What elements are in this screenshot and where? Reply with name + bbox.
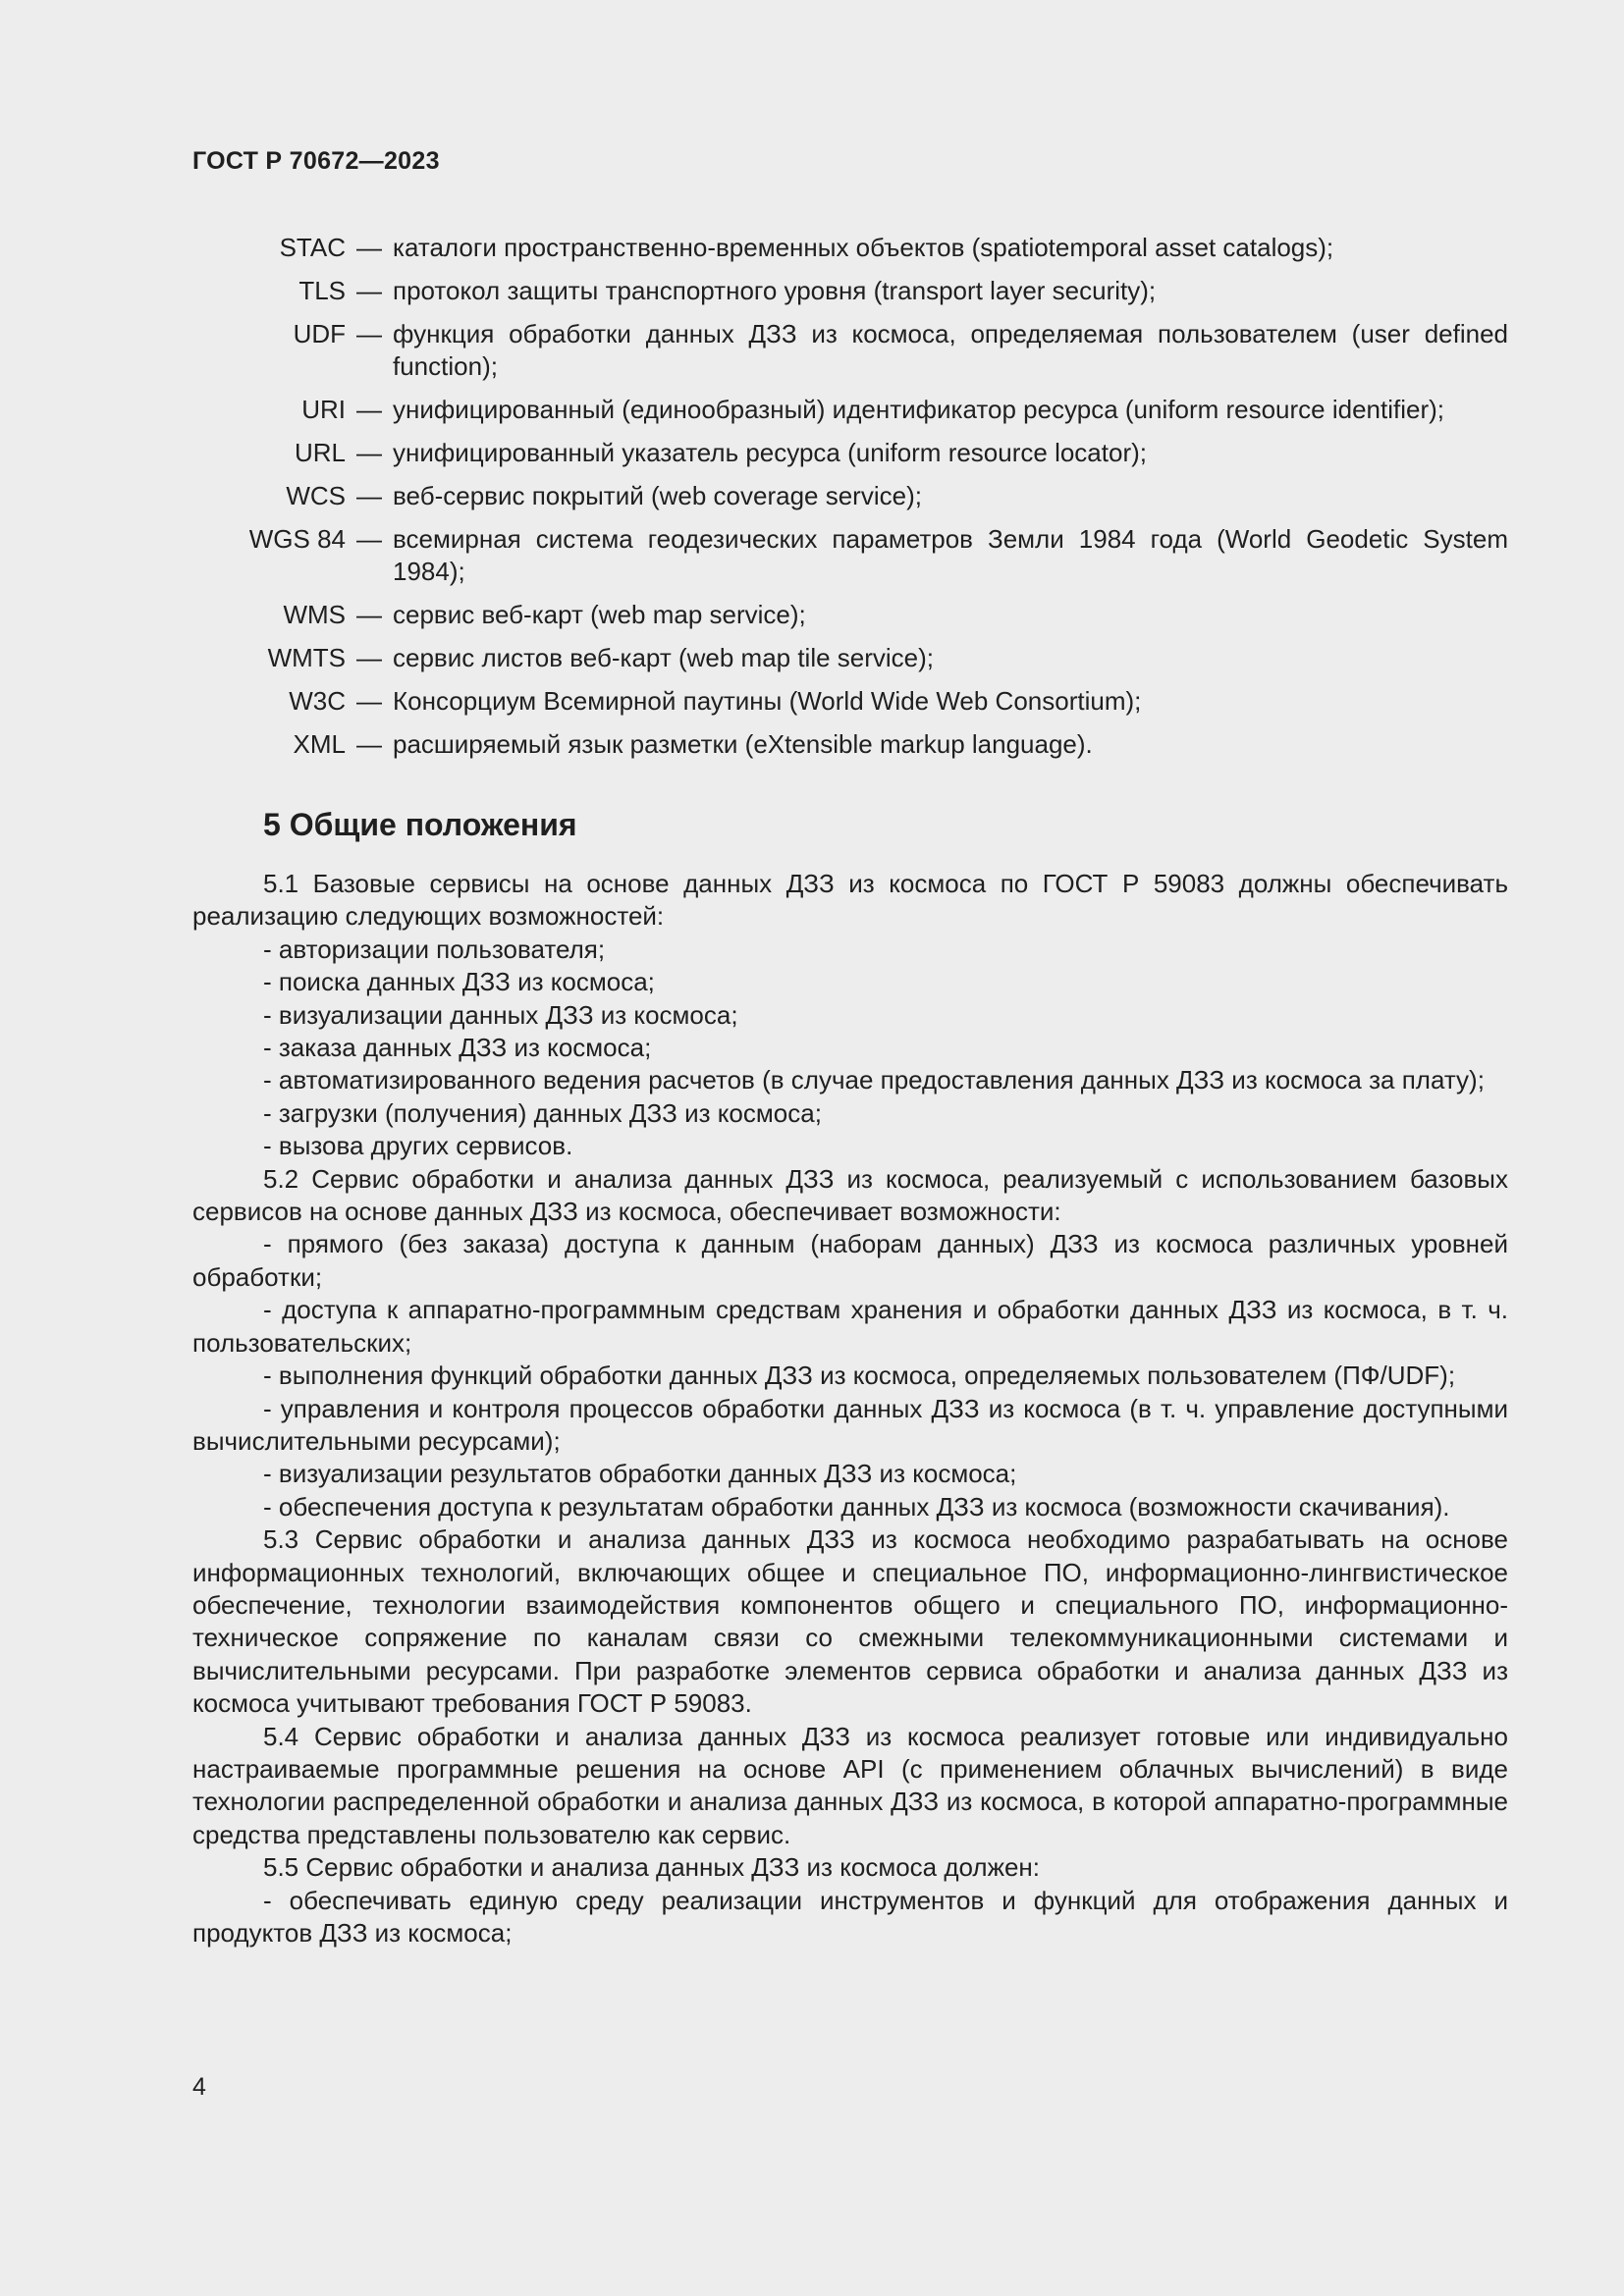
section-body [192,868,1508,1949]
abbreviation-definition: унифицированный указатель ресурса (uniform resource locator); [393,438,1147,467]
abbreviation-term: WCS [286,481,346,510]
abbreviation-row [192,523,1508,588]
abbreviation-row [192,232,1508,264]
abbreviation-dash: — [356,729,382,759]
abbreviation-term: W3C [289,686,346,716]
abbreviation-definition: функция обработки данных ДЗЗ из космоса, определяемая пользователем (user defined function); [393,319,1508,381]
abbreviation-row [192,599,1508,631]
abbreviation-row [192,318,1508,383]
abbreviation-definition: расширяемый язык разметки (eXtensible markup language). [393,729,1093,759]
abbreviation-definition: всемирная система геодезических параметров Земли 1984 года (World Geodetic System 1984); [393,524,1508,586]
abbreviation-term: WGS 84 [248,524,346,554]
section-title: 5 Общие положения [263,807,577,842]
body-paragraph: 5.4 Сервис обработки и анализа данных ДЗЗ из космоса реализует готовые или индивидуально настраиваемые программные решения на основе API (с применением облачных вычислений) в виде технологии распределенной обработки и анализа данных ДЗЗ из космоса, в которой аппаратно-программные средства представлены пользователю как сервис. [192,1721,1508,1849]
abbreviation-definition: Консорциум Всемирной паутины (World Wide Web Consortium); [393,686,1142,716]
body-paragraph: - визуализации результатов обработки данных ДЗЗ из космоса; [263,1459,1017,1489]
abbreviation-definition: веб-сервис покрытий (web coverage service); [393,481,922,510]
body-paragraph: - авторизации пользователя; [263,934,606,964]
abbreviation-row [192,642,1508,674]
abbreviation-row [192,437,1508,469]
abbreviation-definition: сервис веб-карт (web map service); [393,600,806,629]
abbreviation-dash: — [356,438,382,467]
abbreviation-dash: — [356,524,382,554]
body-paragraph: 5.5 Сервис обработки и анализа данных ДЗЗ из космоса должен: [263,1852,1041,1883]
abbreviation-term: XML [293,729,346,759]
abbreviation-row [192,685,1508,718]
body-paragraph: - заказа данных ДЗЗ из космоса; [263,1033,652,1063]
abbreviation-term: URI [301,395,346,424]
abbreviation-term: WMS [283,600,346,629]
body-paragraph: 5.3 Сервис обработки и анализа данных ДЗЗ из космоса необходимо разрабатывать на основе информационных технологий, включающих общее и специальное ПО, информационно-лингвистическое обеспечение, технологии взаимодействия компонентов общего и специального ПО, информационно-техническое сопряжение по каналам связи со смежными телекоммуникационными системами и вычислительными ресурсами. При разработке элементов сервиса обработки и анализа данных ДЗЗ из космоса учитывают требования ГОСТ Р 59083. [192,1524,1508,1719]
abbreviation-term: STAC [279,233,346,262]
abbreviation-dash: — [356,686,382,716]
body-paragraph: - вызова других сервисов. [263,1131,573,1161]
abbreviation-definition: сервис листов веб-карт (web map tile service); [393,643,935,672]
abbreviation-term: UDF [293,319,346,348]
body-paragraph: - визуализации данных ДЗЗ из космоса; [263,999,738,1030]
abbreviation-list [192,232,1508,772]
abbreviation-row [192,728,1508,761]
abbreviation-definition: протокол защиты транспортного уровня (transport layer security); [393,276,1157,305]
body-paragraph: - загрузки (получения) данных ДЗЗ из космоса; [263,1097,822,1128]
abbreviation-dash: — [356,600,382,629]
page-number: 4 [192,2073,206,2101]
body-paragraph: - обеспечения доступа к результатам обработки данных ДЗЗ из космоса (возможности скачивания). [263,1491,1450,1522]
abbreviation-definition: унифицированный (единообразный) идентификатор ресурса (uniform resource identifier); [393,395,1445,424]
abbreviation-row [192,394,1508,426]
abbreviation-term: WMTS [267,643,346,672]
abbreviation-row [192,275,1508,307]
abbreviation-dash: — [356,319,382,348]
body-paragraph: 5.1 Базовые сервисы на основе данных ДЗЗ из космоса по ГОСТ Р 59083 должны обеспечивать реализацию следующих возможностей: [192,869,1508,932]
abbreviation-dash: — [356,481,382,510]
body-paragraph: 5.2 Сервис обработки и анализа данных ДЗЗ из космоса, реализуемый с использованием базовых сервисов на основе данных ДЗЗ из космоса, обеспечивает возможности: [192,1163,1508,1227]
body-paragraph: - обеспечивать единую среду реализации инструментов и функций для отображения данных и продуктов ДЗЗ из космоса; [192,1885,1508,1948]
abbreviation-row [192,480,1508,512]
body-paragraph: - доступа к аппаратно-программным средствам хранения и обработки данных ДЗЗ из космоса, в т. ч. пользовательских; [192,1295,1508,1358]
abbreviation-dash: — [356,276,382,305]
abbreviation-dash: — [356,395,382,424]
body-paragraph: - прямого (без заказа) доступа к данным (наборам данных) ДЗЗ из космоса различных уровней обработки; [192,1229,1508,1292]
abbreviation-term: URL [294,438,346,467]
document-header: ГОСТ Р 70672—2023 [192,147,440,175]
abbreviation-definition: каталоги пространственно-временных объектов (spatiotemporal asset catalogs); [393,233,1334,262]
abbreviation-dash: — [356,643,382,672]
body-paragraph: - поиска данных ДЗЗ из космоса; [263,967,655,997]
abbreviation-term: TLS [298,276,346,305]
body-paragraph: - выполнения функций обработки данных ДЗЗ из космоса, определяемых пользователем (ПФ/UDF); [263,1361,1456,1391]
body-paragraph: - автоматизированного ведения расчетов (в случае предоставления данных ДЗЗ из космоса за плату); [263,1065,1485,1095]
abbreviation-dash: — [356,233,382,262]
body-paragraph: - управления и контроля процессов обработки данных ДЗЗ из космоса (в т. ч. управление доступными вычислительными ресурсами); [192,1393,1508,1456]
